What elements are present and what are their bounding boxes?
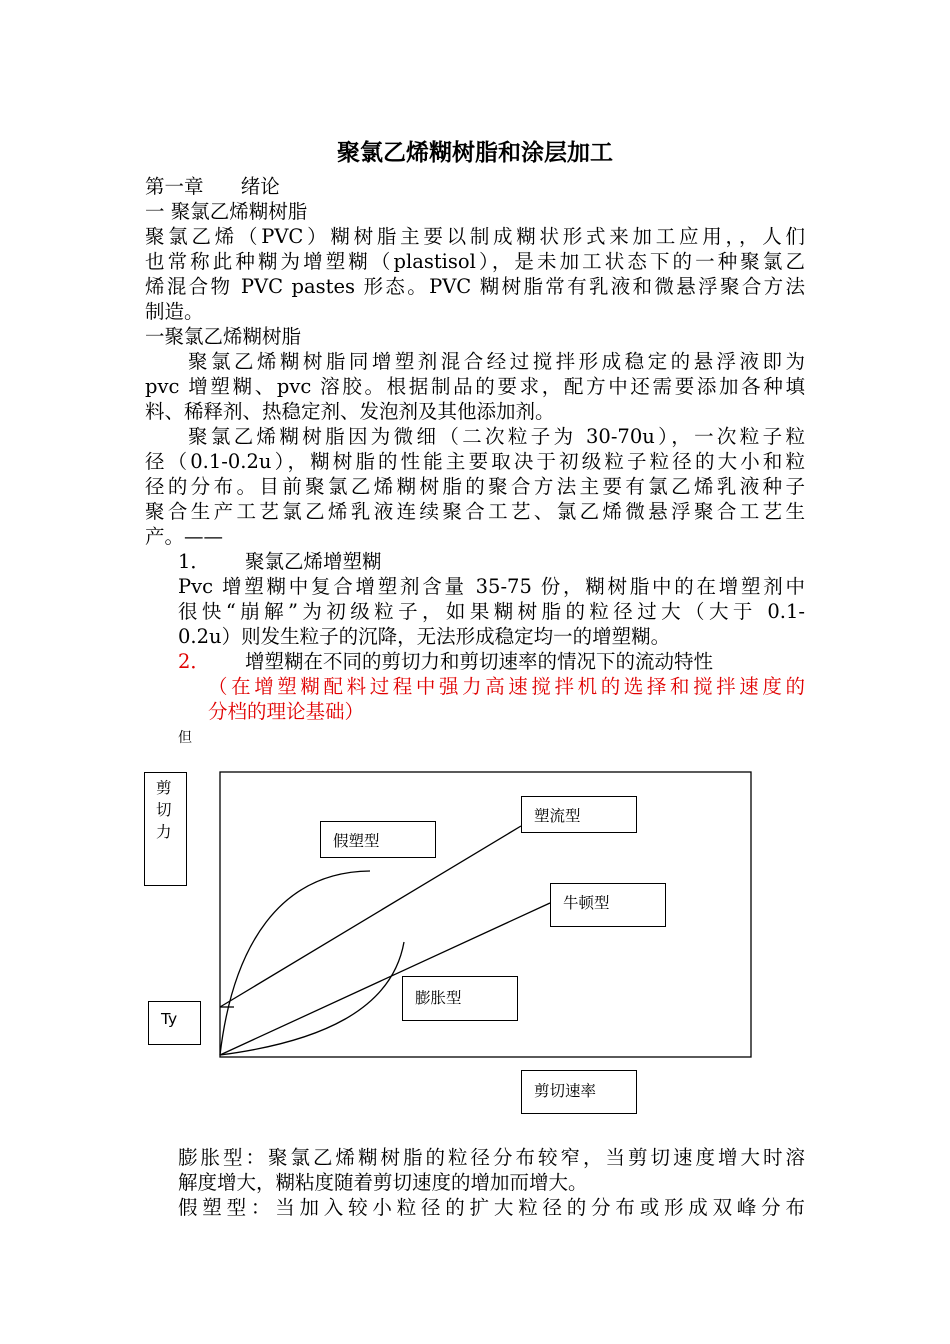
para3-line: 聚合生产工艺氯乙烯乳液连续聚合工艺、氯乙烯微悬浮聚合工艺生 [145, 500, 805, 523]
para3-line: 径（0.1-0.2u），糊树脂的性能主要取决于初级粒子粒径的大小和粒 [145, 450, 805, 473]
ty-label: Ty [161, 1010, 178, 1028]
para3-line: 产。—— [145, 525, 224, 548]
para2-line: 聚氯乙烯糊树脂同增塑剂混合经过搅拌形成稳定的悬浮液即为 [188, 350, 805, 373]
para3-line: 聚氯乙烯糊树脂因为微细（二次粒子为 30-70u），一次粒子粒 [188, 425, 805, 448]
item1-number: 1． [178, 550, 210, 573]
item2-note-line: 分档的理论基础） [208, 700, 365, 723]
x-axis-label-box [521, 1070, 637, 1114]
para1-line: 聚氯乙烯（PVC）糊树脂主要以制成糊状形式来加工应用，，人们 [145, 225, 805, 248]
section2-heading: 一聚氯乙烯糊树脂 [145, 325, 302, 348]
item2-note-line: （在增塑糊配料过程中强力高速搅拌机的选择和搅拌速度的 [208, 675, 805, 698]
small-char: 但 [178, 730, 192, 746]
series-label-plastic: 塑流型 [534, 807, 581, 825]
series-line-pseudoplastic [220, 871, 370, 1055]
legend-box-newtonian [550, 883, 666, 927]
series-label-newtonian: 牛顿型 [563, 894, 610, 912]
y-axis-label: 剪切力 [156, 779, 172, 841]
para1-line: 制造。 [145, 300, 204, 323]
legend-box-plastic [521, 796, 637, 833]
item1-body-line: Pvc 增塑糊中复合增塑剂含量 35-75 份，糊树脂中的在增塑剂中 [178, 575, 805, 598]
item1-body-line: 0.2u）则发生粒子的沉降，无法形成稳定均一的增塑糊。 [178, 625, 671, 648]
series-label-dilatant: 膨胀型 [415, 989, 462, 1007]
x-axis-label: 剪切速率 [534, 1082, 597, 1100]
legend-box-pseudoplastic [320, 821, 436, 858]
y-axis-label-box [144, 772, 187, 886]
para2-line: 料、稀释剂、热稳定剂、发泡剂及其他添加剂。 [145, 400, 555, 423]
dilatant-para-line: 解度增大，糊粘度随着剪切速度的增加而增大。 [178, 1171, 588, 1194]
chapter-heading: 第一章 绪论 [145, 175, 280, 198]
item2-number: 2． [178, 650, 210, 673]
para1-line: 烯混合物 PVC pastes 形态。PVC 糊树脂常有乳液和微悬浮聚合方法 [145, 275, 805, 298]
series-label-pseudoplastic: 假塑型 [333, 832, 380, 850]
item1-body-line: 很快“崩解”为初级粒子，如果糊树脂的粒径过大（大于 0.1- [178, 600, 805, 623]
document-title: 聚氯乙烯糊树脂和涂层加工 [337, 140, 613, 166]
para2-line: pvc 增塑糊、pvc 溶胶。根据制品的要求，配方中还需要添加各种填 [145, 375, 805, 398]
section1-heading: 一 聚氯乙烯糊树脂 [145, 200, 308, 223]
para1-line: 也常称此种糊为增塑糊（plastisol），是未加工状态下的一种聚氯乙 [145, 250, 805, 273]
series-line-dilatant [220, 942, 404, 1055]
dilatant-para-line: 膨胀型：聚氯乙烯糊树脂的粒径分布较窄，当剪切速度增大时溶 [178, 1146, 805, 1169]
legend-box-dilatant [402, 976, 518, 1021]
item1-title: 聚氯乙烯增塑糊 [245, 550, 382, 573]
ty-label-box [148, 1001, 201, 1045]
pseudo-para-line: 假塑型：当加入较小粒径的扩大粒径的分布或形成双峰分布 [178, 1196, 805, 1219]
para3-line: 径的分布。目前聚氯乙烯糊树脂的聚合方法主要有氯乙烯乳液种子 [145, 475, 805, 498]
item2-title: 增塑糊在不同的剪切力和剪切速率的情况下的流动特性 [245, 650, 714, 673]
